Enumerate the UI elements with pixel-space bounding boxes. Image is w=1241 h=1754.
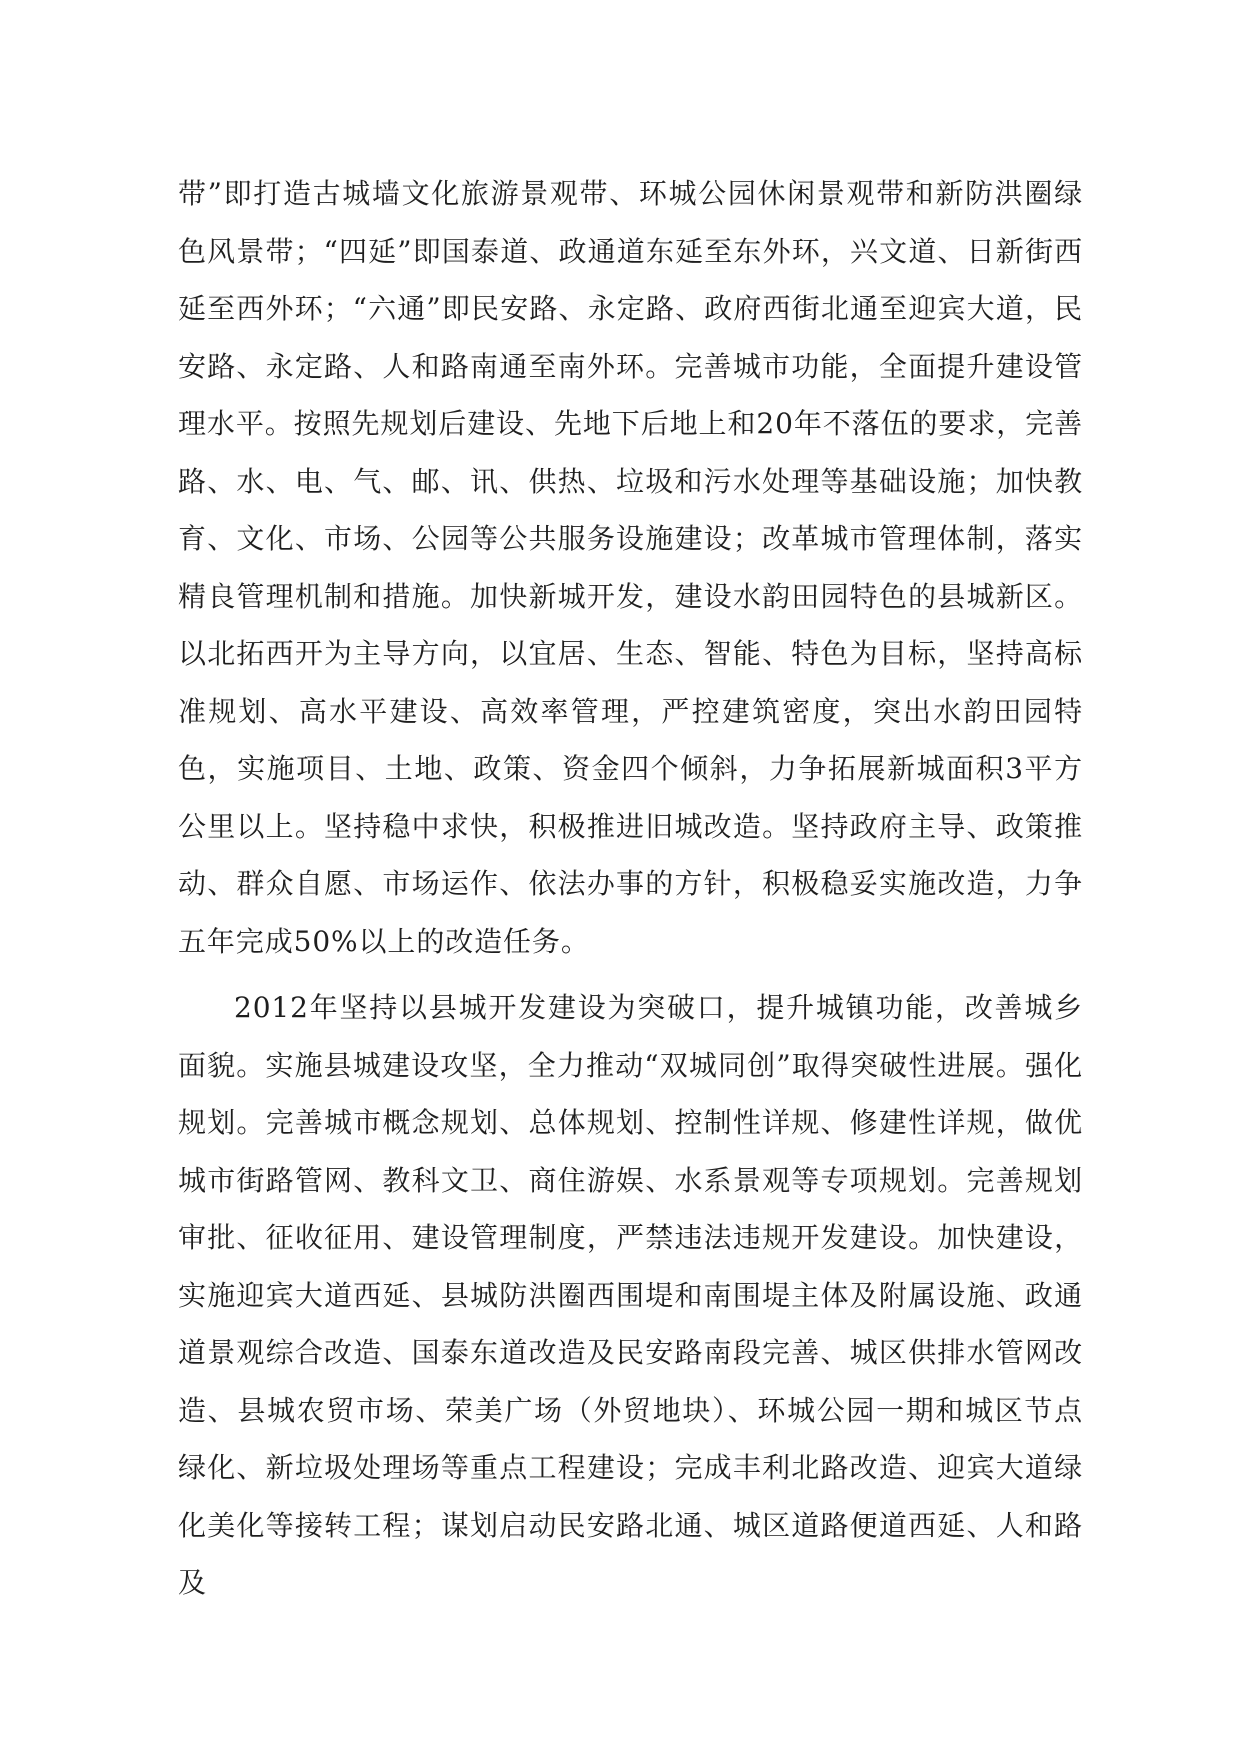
body-paragraph: 2012年坚持以县城开发建设为突破口，提升城镇功能，改善城乡面貌。实施县城建设攻坚，全力推动“双城同创”取得突破性进展。强化规划。完善城市概念规划、总体规划、控制性详规、修建性详规，做优城市街路管网、教科文卫、商住游娱、水系景观等专项规划。完善规划审批、征收征用、建设管理制度，严禁违法违规开发建设。加快建设，实施迎宾大道西延、县城防洪圈西围堤和南围堤主体及附属设施、政通道景观综合改造、国泰东道改造及民安路南段完善、城区供排水管网改造、县城农贸市场、荣美广场（外贸地块）、环城公园一期和城区节点绿化、新垃圾处理场等重点工程建设；完成丰利北路改造、迎宾大道绿化美化等接转工程；谋划启动民安路北通、城区道路便道西延、人和路及: [178, 991, 1083, 1599]
text-block-2012: [178, 979, 1083, 1612]
body-paragraph: 带”即打造古城墙文化旅游景观带、环城公园休闲景观带和新防洪圈绿色风景带；“四延”即国泰道、政通道东延至东外环，兴文道、日新街西延至西外环；“六通”即民安路、永定路、政府西街北通至迎宾大道，民安路、永定路、人和路南通至南外环。完善城市功能，全面提升建设管理水平。按照先规划后建设、先地下后地上和20年不落伍的要求，完善路、水、电、气、邮、讯、供热、垃圾和污水处理等基础设施；加快教育、文化、市场、公园等公共服务设施建设；改革城市管理体制，落实精良管理机制和措施。加快新城开发，建设水韵田园特色的县城新区。以北拓西开为主导方向，以宜居、生态、智能、特色为目标，坚持高标准规划、高水平建设、高效率管理，严控建筑密度，突出水韵田园特色，实施项目、土地、政策、资金四个倾斜，力争拓展新城面积3平方公里以上。坚持稳中求快，积极推进旧城改造。坚持政府主导、政策推动、群众自愿、市场运作、依法办事的方针，积极稳妥实施改造，力争五年完成50%以上的改造任务。: [178, 177, 1083, 958]
text-block-continuation: [178, 165, 1083, 970]
